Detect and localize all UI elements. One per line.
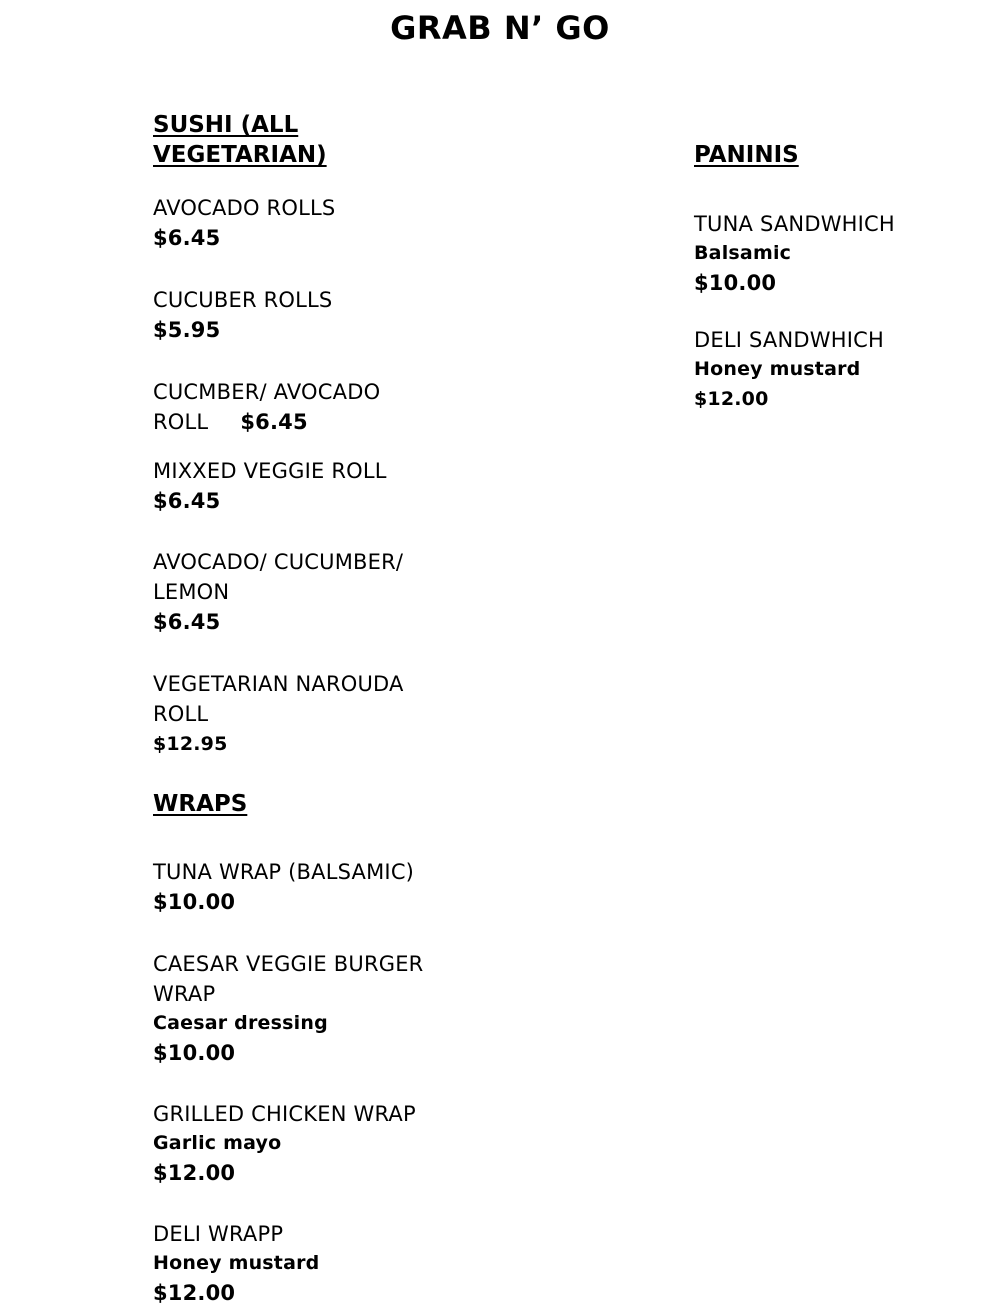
item-description: Garlic mayo [153, 1132, 282, 1154]
menu-item-avocado-cucumber-lemon [153, 547, 453, 637]
item-name-line2: WRAP [153, 982, 216, 1006]
menu-item-deli-wrapp [153, 1219, 453, 1308]
menu-item-tuna-wrap [153, 857, 453, 917]
item-name: DELI WRAPP [153, 1222, 284, 1246]
sushi-heading-line2: VEGETARIAN) [153, 142, 327, 168]
item-name-line2: ROLL [153, 410, 209, 434]
menu-item-vegetarian-narouda-roll [153, 669, 453, 759]
item-name-line1: VEGETARIAN NAROUDA [153, 672, 404, 696]
item-name: GRILLED CHICKEN WRAP [153, 1102, 416, 1126]
item-price: $5.95 [153, 318, 221, 342]
menu-item-mixxed-veggie-roll [153, 456, 453, 516]
sushi-heading [153, 110, 453, 170]
item-price: $12.00 [153, 1281, 236, 1305]
menu-item-avocado-rolls [153, 193, 453, 253]
sushi-heading-line1: SUSHI (ALL [153, 112, 299, 138]
item-price: $12.00 [694, 388, 769, 410]
item-name-line1: AVOCADO/ CUCUMBER/ [153, 550, 404, 574]
item-price: $6.45 [153, 226, 221, 250]
item-price: $6.45 [240, 410, 308, 434]
menu-item-cucuber-rolls [153, 285, 453, 345]
item-name-line2-with-price [153, 407, 453, 437]
menu-item-grilled-chicken-wrap [153, 1099, 453, 1188]
item-price: $10.00 [153, 890, 236, 914]
item-name: CUCUBER ROLLS [153, 288, 333, 312]
item-name: TUNA SANDWHICH [694, 212, 895, 236]
menu-item-deli-sandwhich [694, 325, 994, 414]
item-name-line1: CUCMBER/ AVOCADO [153, 380, 381, 404]
item-name: DELI SANDWHICH [694, 328, 884, 352]
menu-item-tuna-sandwhich [694, 209, 994, 298]
item-description: Caesar dressing [153, 1012, 328, 1034]
wraps-heading: WRAPS [153, 791, 248, 817]
item-name: MIXXED VEGGIE ROLL [153, 459, 387, 483]
item-description: Honey mustard [694, 358, 861, 380]
item-description: Honey mustard [153, 1252, 320, 1274]
item-price: $12.00 [153, 1161, 236, 1185]
item-price: $10.00 [153, 1041, 236, 1065]
item-name: TUNA WRAP (BALSAMIC) [153, 860, 415, 884]
item-price: $10.00 [694, 271, 777, 295]
item-price: $12.95 [153, 733, 228, 755]
item-name-line1: CAESAR VEGGIE BURGER [153, 952, 424, 976]
item-name: AVOCADO ROLLS [153, 196, 336, 220]
menu-item-cucmber-avocado-roll [153, 377, 453, 437]
menu-title: GRAB N’ GO [390, 9, 610, 47]
paninis-heading: PANINIS [694, 142, 799, 168]
menu-item-caesar-veggie-burger-wrap [153, 949, 453, 1068]
item-description: Balsamic [694, 242, 792, 264]
item-price: $6.45 [153, 610, 221, 634]
item-name-line2: ROLL [153, 702, 209, 726]
item-name-line2: LEMON [153, 580, 230, 604]
item-price: $6.45 [153, 489, 221, 513]
